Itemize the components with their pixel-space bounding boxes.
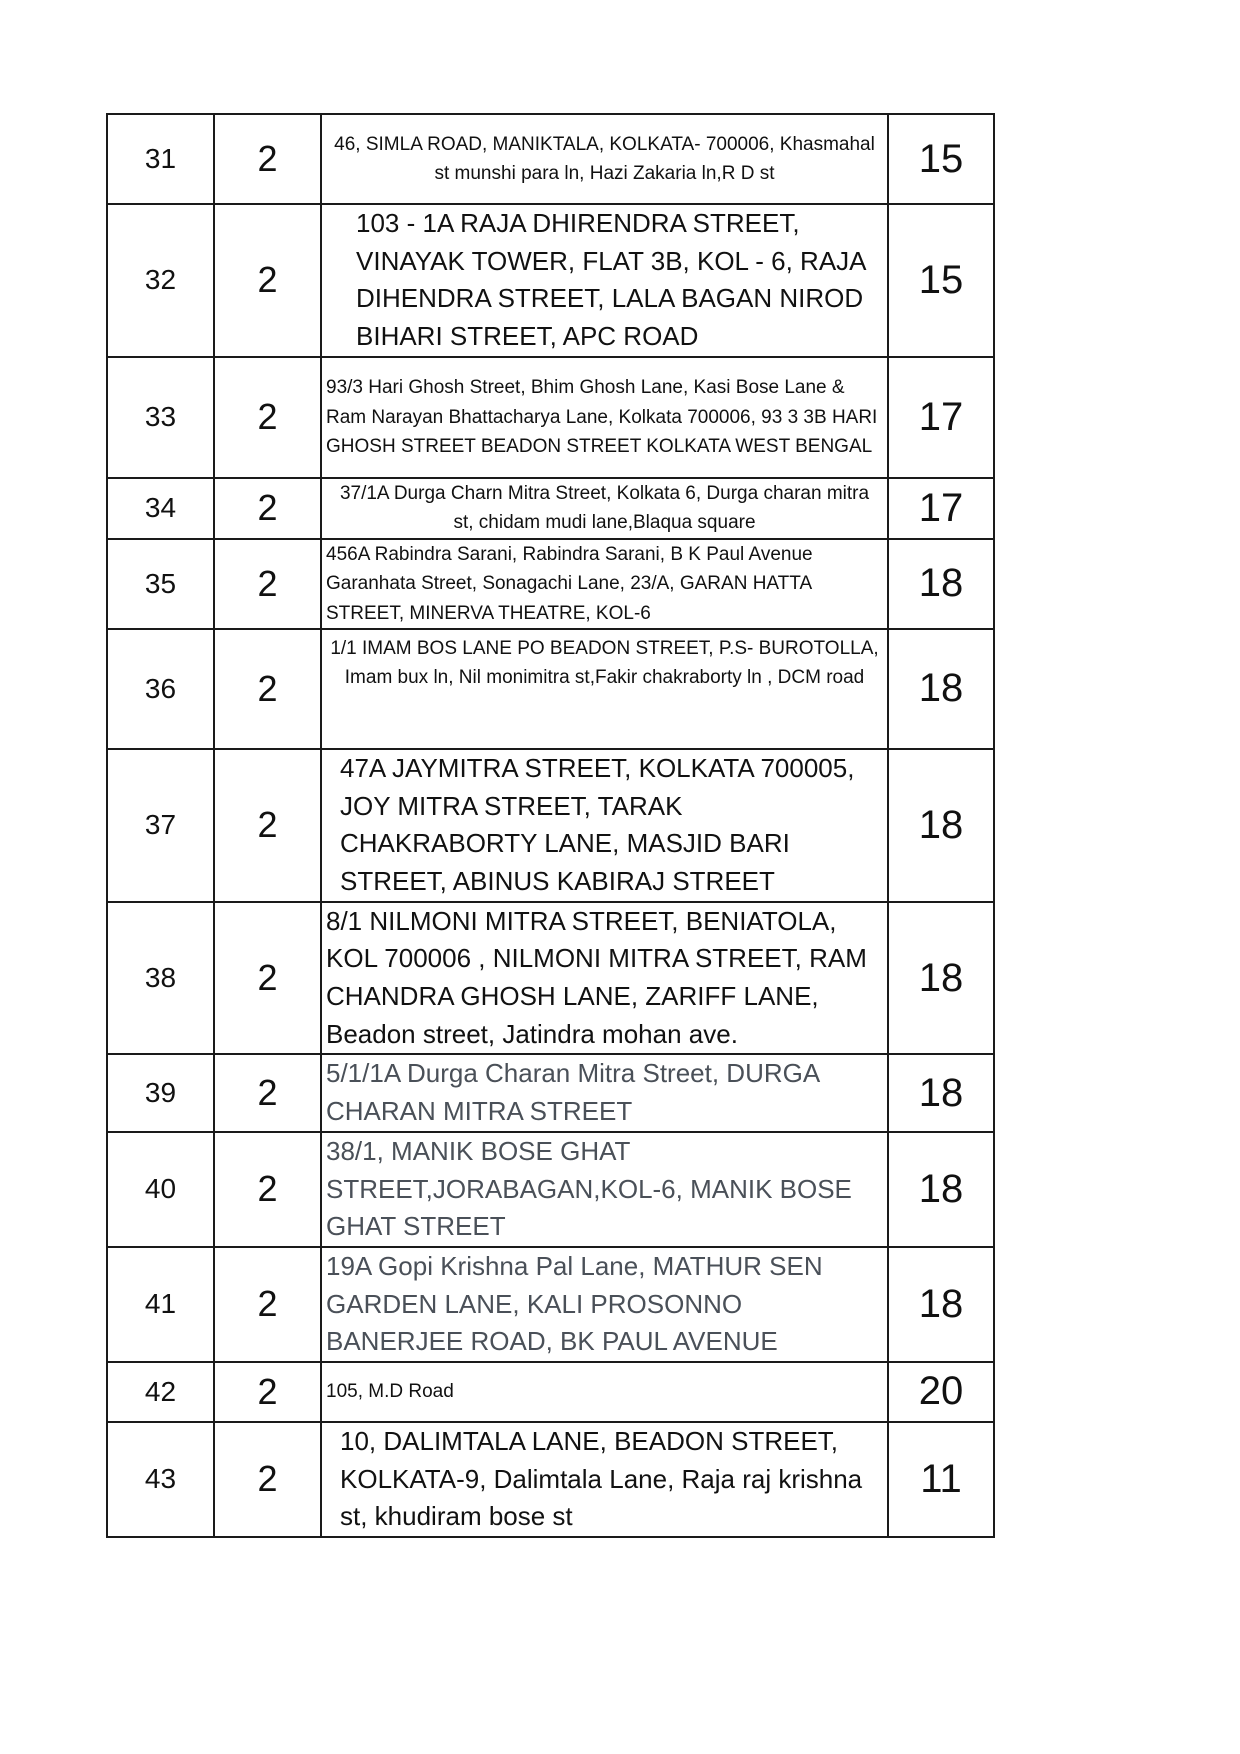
ward-cell: 2 [214, 204, 321, 357]
address-text: 47A JAYMITRA STREET, KOLKATA 700005, JOY MITRA STREET, TARAK CHAKRABORTY LANE, MASJID BARI STREET, ABINUS KABIRAJ STREET [340, 752, 855, 896]
count-cell: 18 [888, 539, 994, 629]
ward-cell: 2 [214, 629, 321, 749]
address-text: 93/3 Hari Ghosh Street, Bhim Ghosh Lane, Kasi Bose Lane & Ram Narayan Bhattacharya Lane, Kolkata 700006, 93 3 3B HARI GHOSH STREET BEADON STREET KOLKATA WEST BENGAL [326, 377, 878, 457]
address-cell [321, 1132, 888, 1247]
count-cell: 17 [888, 357, 994, 478]
address-cell [321, 204, 888, 357]
address-text: 5/1/1A Durga Charan Mitra Street, DURGA CHARAN MITRA STREET [326, 1058, 819, 1127]
ward-cell: 2 [214, 114, 321, 204]
serial-number-cell: 36 [107, 629, 214, 749]
ward-cell: 2 [214, 902, 321, 1055]
table-row [107, 1247, 994, 1362]
address-cell [321, 1247, 888, 1362]
address-text: 456A Rabindra Sarani, Rabindra Sarani, B K Paul Avenue Garanhata Street, Sonagachi Lane, 23/A, GARAN HATTA STREET, MINERVA THEATRE, KOL-6 [326, 543, 813, 624]
table-row [107, 357, 994, 478]
address-table [106, 113, 995, 1538]
serial-number-cell: 34 [107, 478, 214, 539]
table-row [107, 204, 994, 357]
table-row [107, 1422, 994, 1537]
table-row [107, 629, 994, 749]
table-row [107, 539, 994, 629]
count-cell: 20 [888, 1362, 994, 1422]
serial-number-cell: 43 [107, 1422, 214, 1537]
table-row [107, 114, 994, 204]
ward-cell: 2 [214, 1054, 321, 1131]
address-text: 8/1 NILMONI MITRA STREET, BENIATOLA, KOL 700006 , NILMONI MITRA STREET, RAM CHANDRA GHOSH LANE, ZARIFF LANE, Beadon street, Jatindra mohan ave. [326, 905, 867, 1049]
serial-number-cell: 41 [107, 1247, 214, 1362]
table-row [107, 1362, 994, 1422]
address-text: 19A Gopi Krishna Pal Lane, MATHUR SEN GARDEN LANE, KALI PROSONNO BANERJEE ROAD, BK PAUL AVENUE [326, 1250, 823, 1357]
count-cell: 18 [888, 902, 994, 1055]
address-cell [321, 1054, 888, 1131]
address-text: 103 - 1A RAJA DHIRENDRA STREET, VINAYAK TOWER, FLAT 3B, KOL - 6, RAJA DIHENDRA STREET, LALA BAGAN NIROD BIHARI STREET, APC ROAD [356, 208, 866, 352]
serial-number-cell: 42 [107, 1362, 214, 1422]
ward-cell: 2 [214, 1422, 321, 1537]
address-cell [321, 539, 888, 629]
address-text: 1/1 IMAM BOS LANE PO BEADON STREET, P.S- BUROTOLLA, Imam bux ln, Nil monimitra st,Fakir chakraborty ln , DCM road [330, 637, 879, 689]
table-row [107, 902, 994, 1055]
serial-number-cell: 39 [107, 1054, 214, 1131]
count-cell: 18 [888, 749, 994, 902]
address-cell [321, 1422, 888, 1537]
table-row [107, 478, 994, 539]
serial-number-cell: 33 [107, 357, 214, 478]
address-text: 105, M.D Road [326, 1381, 454, 1403]
table-row [107, 749, 994, 902]
address-cell [321, 749, 888, 902]
ward-cell: 2 [214, 357, 321, 478]
count-cell: 11 [888, 1422, 994, 1537]
address-text: 38/1, MANIK BOSE GHAT STREET,JORABAGAN,KOL-6, MANIK BOSE GHAT STREET [326, 1135, 852, 1242]
address-cell [321, 629, 888, 749]
count-cell: 18 [888, 1247, 994, 1362]
serial-number-cell: 32 [107, 204, 214, 357]
serial-number-cell: 40 [107, 1132, 214, 1247]
count-cell: 17 [888, 478, 994, 539]
ward-cell: 2 [214, 1132, 321, 1247]
serial-number-cell: 31 [107, 114, 214, 204]
ward-cell: 2 [214, 1247, 321, 1362]
address-text: 10, DALIMTALA LANE, BEADON STREET, KOLKATA-9, Dalimtala Lane, Raja raj krishna st, khudiram bose st [340, 1425, 863, 1532]
serial-number-cell: 38 [107, 902, 214, 1055]
count-cell: 15 [888, 204, 994, 357]
address-cell [321, 902, 888, 1055]
address-cell [321, 1362, 888, 1422]
ward-cell: 2 [214, 539, 321, 629]
table-row [107, 1132, 994, 1247]
ward-cell: 2 [214, 478, 321, 539]
table-row [107, 1054, 994, 1131]
ward-cell: 2 [214, 749, 321, 902]
address-text: 46, SIMLA ROAD, MANIKTALA, KOLKATA- 700006, Khasmahal st munshi para ln, Hazi Zakaria ln,R D st [334, 133, 875, 184]
serial-number-cell: 37 [107, 749, 214, 902]
count-cell: 18 [888, 629, 994, 749]
count-cell: 18 [888, 1054, 994, 1131]
serial-number-cell: 35 [107, 539, 214, 629]
count-cell: 18 [888, 1132, 994, 1247]
address-cell [321, 114, 888, 204]
address-cell [321, 478, 888, 539]
count-cell: 15 [888, 114, 994, 204]
ward-cell: 2 [214, 1362, 321, 1422]
address-cell [321, 357, 888, 478]
address-text: 37/1A Durga Charn Mitra Street, Kolkata 6, Durga charan mitra st, chidam mudi lane,Blaqua square [339, 482, 870, 534]
